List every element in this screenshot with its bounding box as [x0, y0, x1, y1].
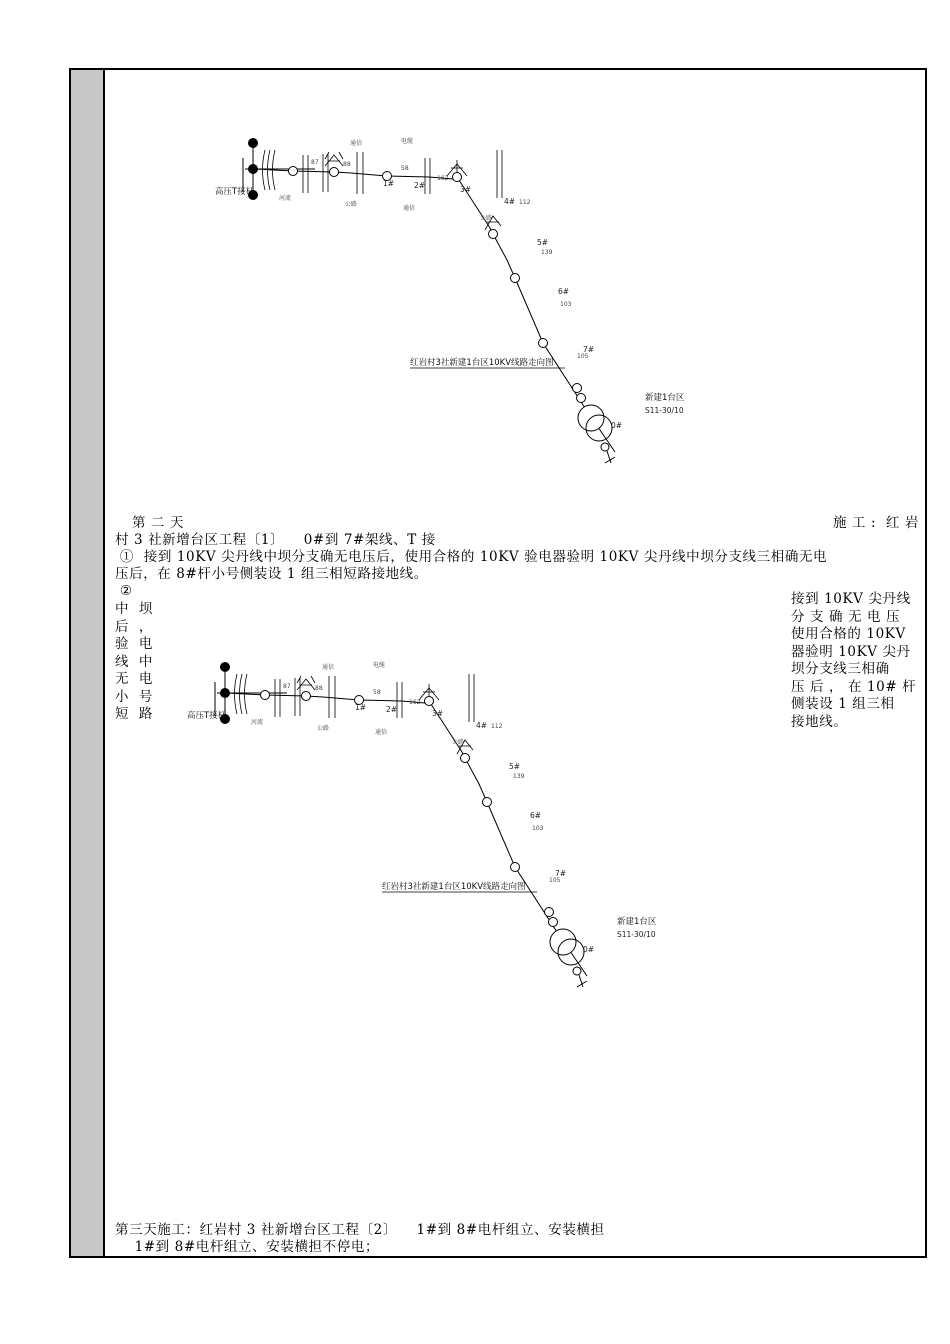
svg-text:87: 87	[311, 159, 319, 166]
svg-text:139: 139	[541, 249, 553, 256]
svg-text:7#: 7#	[583, 345, 595, 354]
svg-text:1#: 1#	[355, 703, 367, 712]
document-body	[107, 70, 925, 1256]
svg-text:162: 162	[409, 699, 421, 706]
svg-text:2#: 2#	[414, 181, 426, 190]
day2-right-column: 接到 10KV 尖丹线 分 支 确 无 电 压 使用合格的 10KV 器验明 10KV 尖丹 坝分支线三相确 压 后 ， 在 10# 杆 侧装设 1 组三相 接地线。	[791, 591, 917, 730]
svg-text:103: 103	[560, 301, 572, 308]
svg-text:3#: 3#	[432, 709, 444, 718]
svg-text:通信: 通信	[350, 140, 363, 147]
svg-text:通信: 通信	[322, 664, 335, 671]
left-margin-bar	[71, 70, 105, 1256]
svg-text:S11-30/10: S11-30/10	[617, 930, 656, 939]
svg-text:6#: 6#	[530, 811, 542, 820]
day2-step1a: ① 接到 10KV 尖丹线中坝分支确无电压后，使用合格的 10KV 验电器验明 10KV 尖丹线中坝分支线三相确无电	[115, 549, 828, 565]
tap-pole-label: 高压T接杆	[215, 187, 255, 197]
transformer-name: 新建1台区	[645, 393, 685, 403]
diagram-caption: 红岩村3社新建1台区10KV线路走向图	[410, 358, 554, 368]
svg-text:162: 162	[437, 175, 449, 182]
svg-text:58: 58	[373, 689, 381, 696]
svg-text:4#: 4#	[504, 197, 516, 206]
svg-text:高压T接杆: 高压T接杆	[187, 711, 227, 721]
svg-text:87: 87	[283, 683, 291, 690]
svg-text:105: 105	[549, 877, 561, 884]
svg-text:4#: 4#	[476, 721, 488, 730]
svg-text:5#: 5#	[537, 238, 549, 247]
svg-text:6#: 6#	[558, 287, 570, 296]
svg-text:0#: 0#	[583, 945, 595, 954]
svg-text:88: 88	[343, 161, 351, 168]
svg-text:0#: 0#	[611, 421, 623, 430]
svg-text:公路: 公路	[452, 739, 465, 746]
svg-text:公路: 公路	[317, 725, 330, 732]
svg-text:河流: 河流	[251, 719, 264, 726]
svg-text:红岩村3社新建1台区10KV线路走向图: 红岩村3社新建1台区10KV线路走向图	[382, 882, 526, 892]
day3-line1: 第三天施工：红岩村 3 社新增台区工程〔2〕 1#到 8#电杆组立、安装横担	[115, 1222, 605, 1238]
svg-text:通信: 通信	[375, 729, 388, 736]
svg-text:公路: 公路	[345, 201, 358, 208]
svg-text:88: 88	[315, 685, 323, 692]
day3-line2: 1#到 8#电杆组立、安装横担不停电；	[115, 1239, 380, 1255]
svg-text:105: 105	[577, 353, 589, 360]
transformer-model: S11-30/10	[645, 406, 684, 415]
svg-text:112: 112	[519, 199, 531, 206]
svg-text:电缆: 电缆	[401, 138, 414, 145]
svg-text:1#: 1#	[383, 179, 395, 188]
svg-text:2#: 2#	[386, 705, 398, 714]
svg-text:139: 139	[513, 773, 525, 780]
svg-text:5#: 5#	[509, 762, 521, 771]
svg-text:112: 112	[491, 723, 503, 730]
day2-step2-mark: ②	[115, 583, 133, 599]
svg-text:7#: 7#	[555, 869, 567, 878]
day2-left-column: 中 坝 后 ， 验 电 线 中 无 电 小 号 短 路	[115, 601, 153, 722]
svg-text:公路: 公路	[480, 215, 493, 222]
route-diagram-2	[187, 654, 657, 994]
day2-step1b: 压后，在 8#杆小号侧装设 1 组三相短路接地线。	[115, 566, 428, 582]
day2-heading-right: 施 工 : 红 岩	[832, 515, 919, 531]
svg-text:河流: 河流	[279, 195, 292, 202]
svg-text:58: 58	[401, 165, 409, 172]
route-diagram-1	[215, 130, 685, 470]
day2-line2: 村 3 社新增台区工程〔1〕 0#到 7#架线、T 接	[115, 532, 436, 548]
day2-heading-left: 第 二 天	[132, 515, 185, 531]
svg-text:3#: 3#	[460, 185, 472, 194]
svg-text:103: 103	[532, 825, 544, 832]
document-frame	[69, 68, 927, 1258]
svg-text:通信: 通信	[403, 205, 416, 212]
svg-text:新建1台区: 新建1台区	[617, 917, 657, 927]
svg-text:电缆: 电缆	[373, 662, 386, 669]
